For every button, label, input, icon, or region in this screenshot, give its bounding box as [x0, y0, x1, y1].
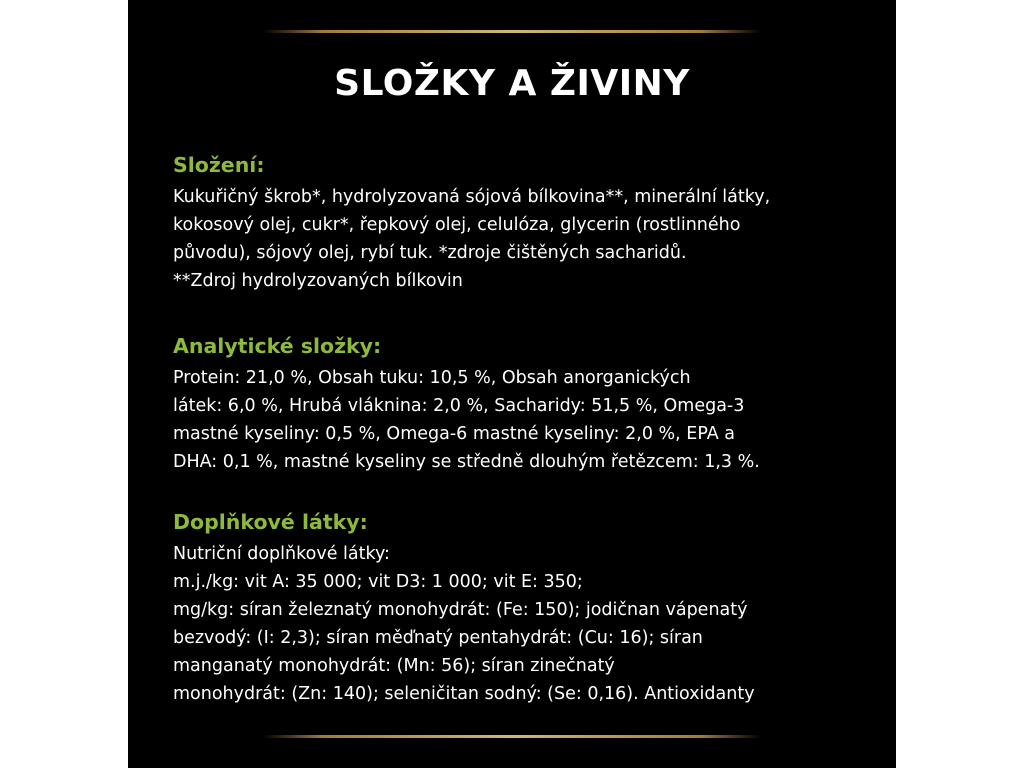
additives-section [173, 508, 863, 708]
text-line: Kukuřičný škrob*, hydrolyzovaná sójová bílkovina**, minerální látky, [173, 187, 771, 207]
top-gold-divider [263, 30, 761, 33]
text-line: manganatý monohydrát: (Mn: 56); síran zinečnatý [173, 656, 615, 676]
ingredients-panel [128, 0, 896, 768]
text-line: kokosový olej, cukr*, řepkový olej, celulóza, glycerin (rostlinného [173, 215, 741, 235]
page-title: SLOŽKY A ŽIVINY [334, 63, 690, 104]
analytical-heading: Analytické složky: [173, 334, 382, 358]
text-line: původu), sójový olej, rybí tuk. *zdroje čištěných sacharidů. [173, 243, 687, 263]
analytical-text [173, 364, 863, 476]
composition-text [173, 183, 863, 295]
text-line: mg/kg: síran železnatý monohydrát: (Fe: 150); jodičnan vápenatý [173, 600, 748, 620]
analytical-section [173, 332, 863, 476]
text-line: **Zdroj hydrolyzovaných bílkovin [173, 271, 463, 291]
text-line: DHA: 0,1 %, mastné kyseliny se středně dlouhým řetězcem: 1,3 %. [173, 452, 760, 472]
additives-heading: Doplňkové látky: [173, 510, 368, 534]
text-line: m.j./kg: vit A: 35 000; vit D3: 1 000; vit E: 350; [173, 572, 583, 592]
text-line: látek: 6,0 %, Hrubá vláknina: 2,0 %, Sacharidy: 51,5 %, Omega-3 [173, 396, 745, 416]
text-line: bezvodý: (I: 2,3); síran měďnatý pentahydrát: (Cu: 16); síran [173, 628, 703, 648]
bottom-gold-divider [263, 735, 761, 738]
text-line: mastné kyseliny: 0,5 %, Omega-6 mastné kyseliny: 2,0 %, EPA a [173, 424, 736, 444]
text-line: Nutriční doplňkové látky: [173, 544, 390, 564]
text-line: monohydrát: (Zn: 140); seleničitan sodný: (Se: 0,16). Antioxidanty [173, 684, 755, 704]
composition-heading: Složení: [173, 153, 265, 177]
additives-text [173, 540, 863, 708]
text-line: Protein: 21,0 %, Obsah tuku: 10,5 %, Obsah anorganických [173, 368, 691, 388]
composition-section [173, 151, 863, 295]
